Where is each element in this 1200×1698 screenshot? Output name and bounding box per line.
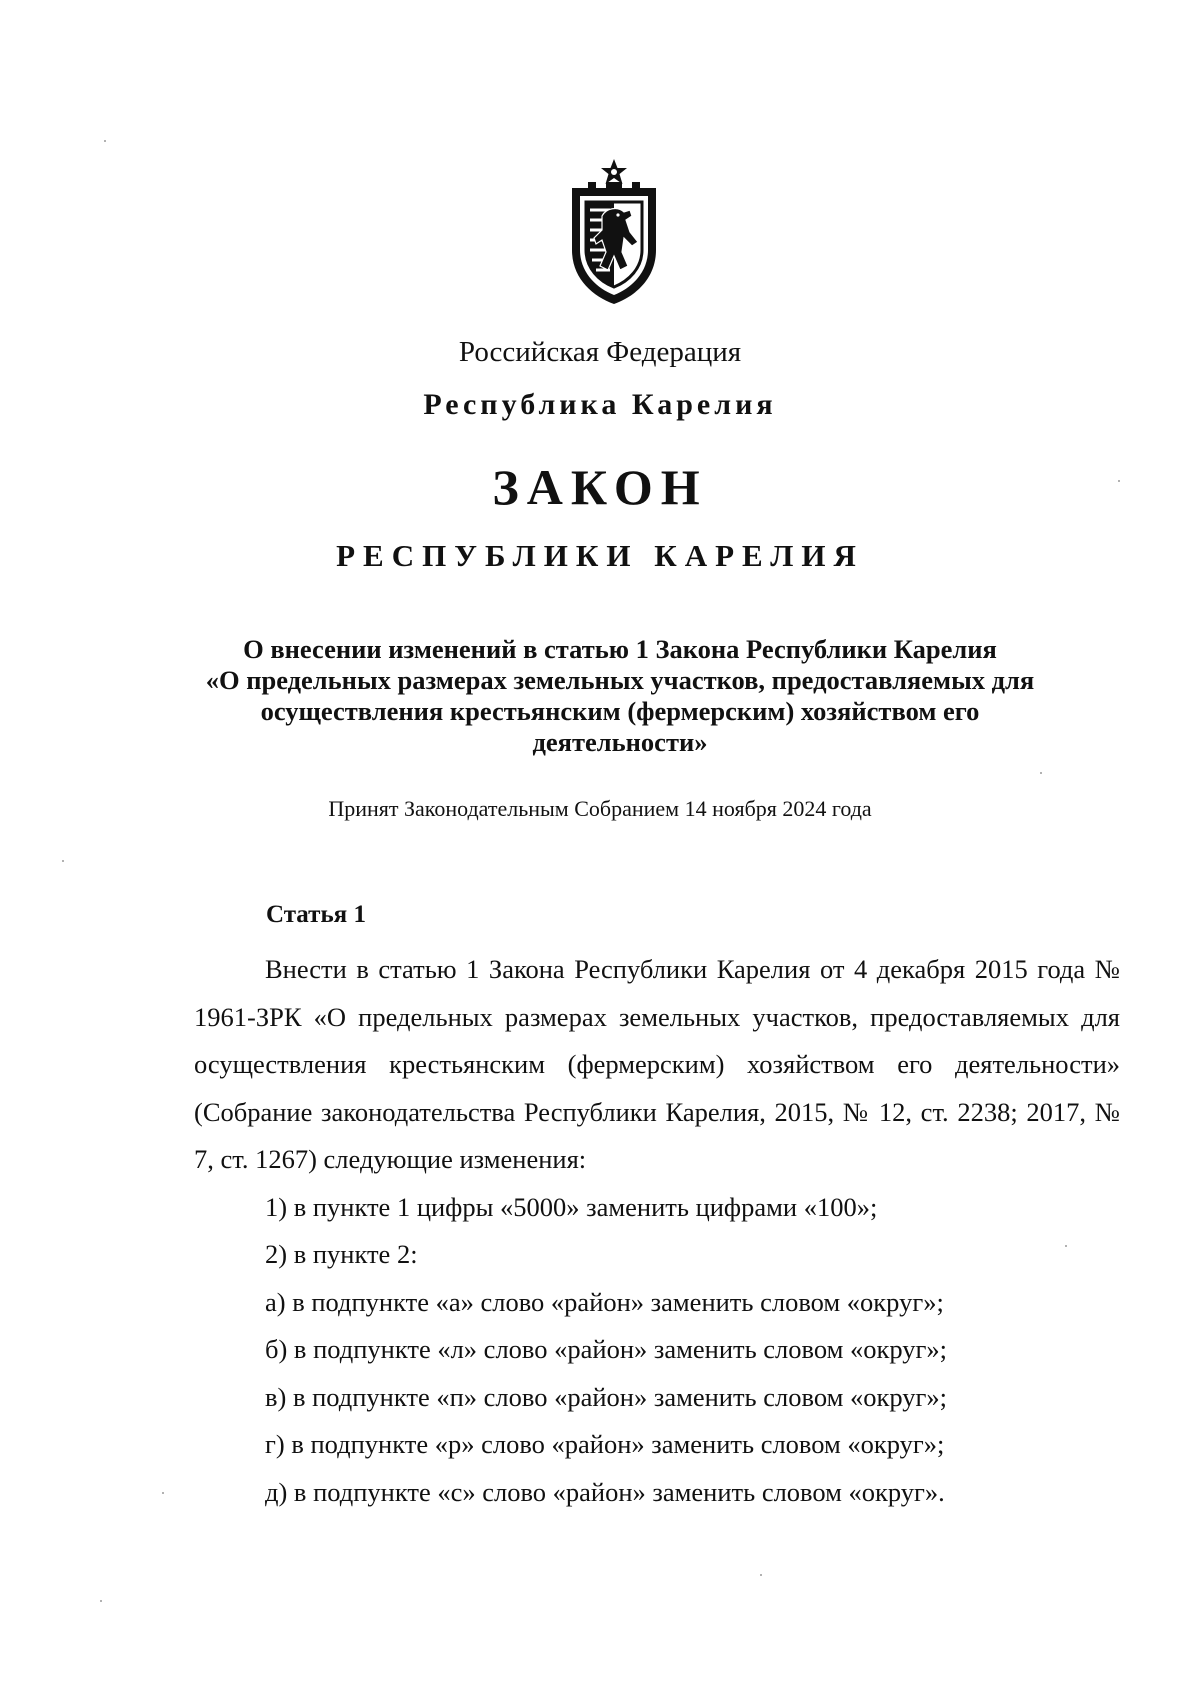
article-body — [194, 946, 1120, 1516]
adoption-date: Принят Законодательным Собранием 14 ноября 2024 года — [328, 796, 872, 821]
scan-speck — [104, 140, 106, 142]
country-name: Российская Федерация — [458, 336, 742, 368]
republic-name: Республика Карелия — [423, 388, 777, 421]
law-title-line: деятельности» — [532, 727, 708, 757]
amendment-item: 2) в пункте 2: — [265, 1239, 418, 1269]
amendment-item: в) в подпункте «п» слово «район» заменить словом «округ»; — [265, 1381, 947, 1412]
scan-speck — [760, 1574, 762, 1576]
amendment-item: д) в подпункте «с» слово «район» заменить словом «округ». — [265, 1476, 945, 1507]
law-title-line: «О предельных размерах земельных участков, предоставляемых для — [205, 665, 1035, 695]
amendment-item: б) в подпункте «л» слово «район» заменить словом «округ»; — [265, 1334, 947, 1364]
scan-speck — [1065, 1245, 1067, 1247]
scan-speck — [162, 1492, 164, 1494]
amendment-item: г) в подпункте «р» слово «район» заменить словом «округ»; — [265, 1429, 945, 1459]
scan-speck — [1040, 772, 1042, 774]
document-issuer: РЕСПУБЛИКИ КАРЕЛИЯ — [336, 538, 864, 573]
amendment-item: а) в подпункте «а» слово «район» заменить словом «округ»; — [265, 1286, 944, 1317]
article-intro-paragraph: Внести в статью 1 Закона Республики Карелия от 4 декабря 2015 года № 1961-ЗРК «О предельных размерах земельных участков, предоставляемых для осуществления крестьянским (фермерским) хозяйством его деятельности» (Собрание законодательства Республики Карелия, 2015, № 12, ст. 2238; 2017, № 7, ст. 1267) следующие изменения: — [194, 954, 1120, 1174]
law-title-line: осуществления крестьянским (фермерским) хозяйством его — [260, 696, 980, 726]
scan-speck — [62, 860, 64, 862]
coat-of-arms-karelia-icon — [566, 158, 662, 306]
amendment-item: 1) в пункте 1 цифры «5000» заменить цифрами «100»; — [265, 1191, 878, 1222]
law-title-line: О внесении изменений в статью 1 Закона Республики Карелия — [243, 634, 997, 664]
law-title — [200, 634, 1040, 758]
scan-speck — [100, 1600, 102, 1602]
article-heading: Статья 1 — [266, 901, 366, 928]
scan-speck — [1118, 480, 1120, 482]
document-type: ЗАКОН — [492, 459, 708, 515]
